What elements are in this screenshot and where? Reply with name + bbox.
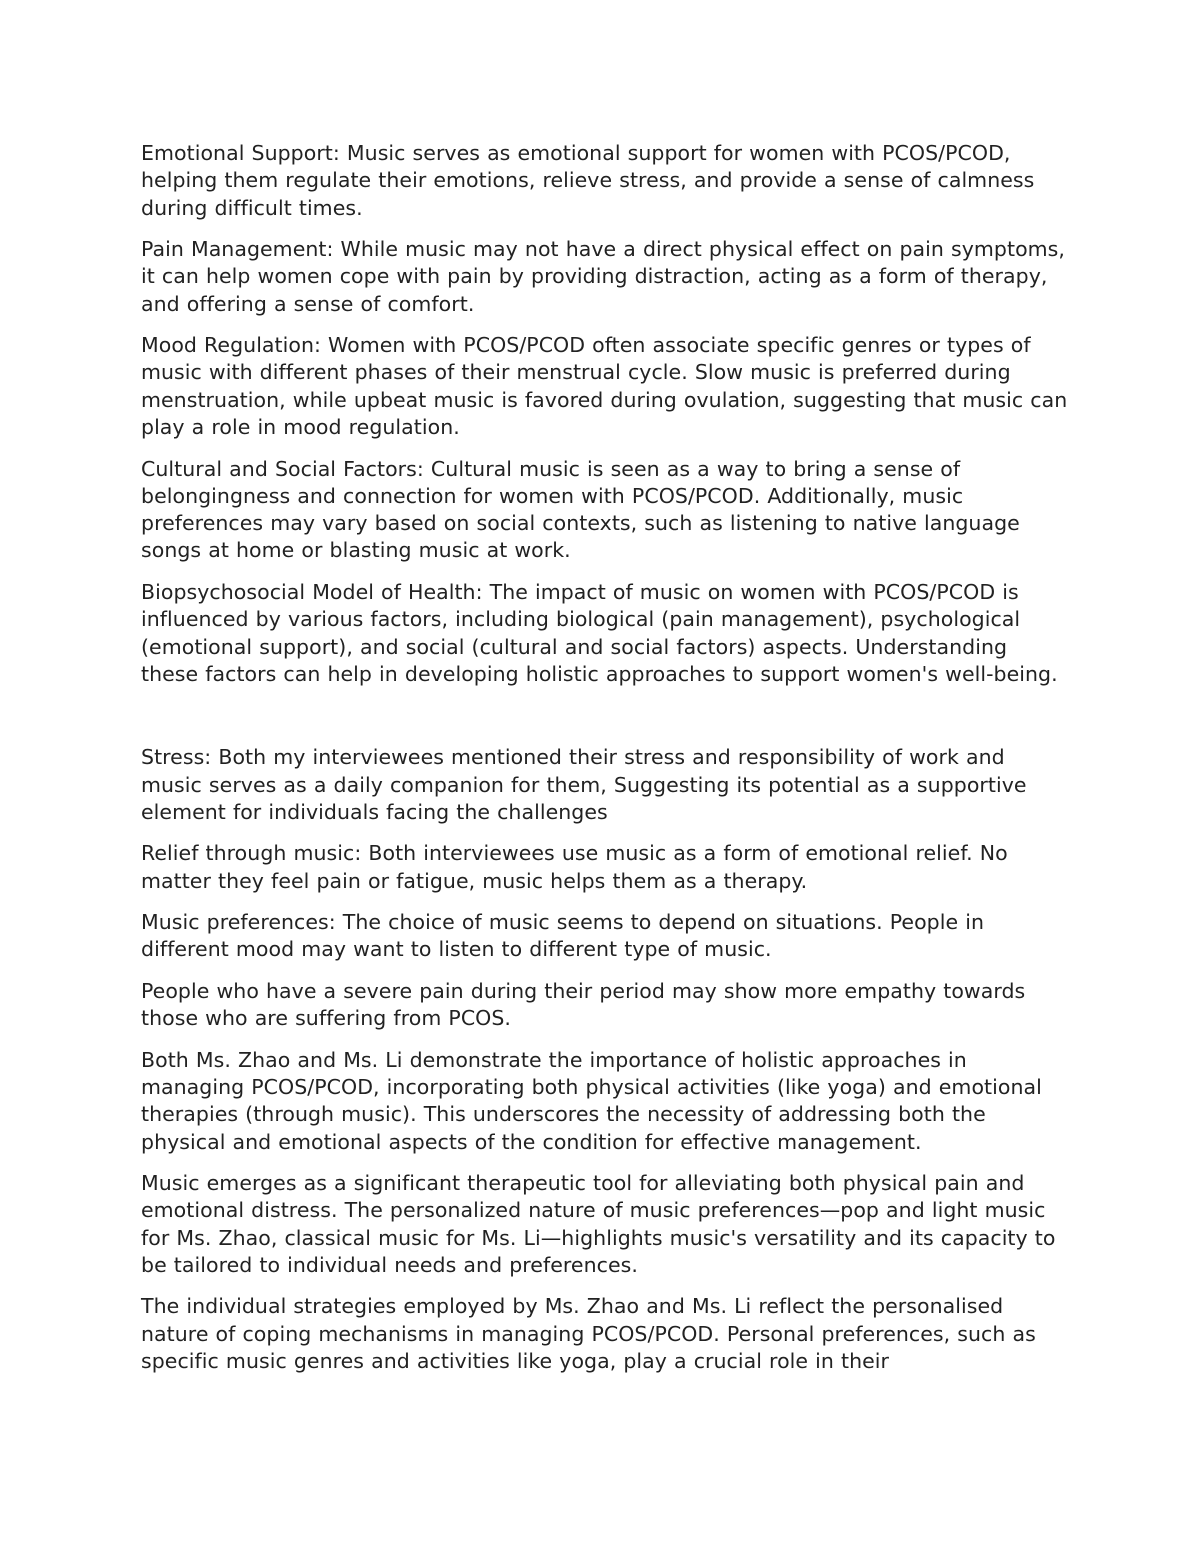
paragraph-empathy: People who have a severe pain during their period may show more empathy towards those who are suffering from PCOS. [141, 978, 1026, 1031]
paragraph-biopsychosocial-model: Biopsychosocial Model of Health: The impact of music on women with PCOS/PCOD is influenced by various factors, including biological (pain management), psychological (emotional support), and social (cultural and social factors) aspects. Understanding these factors can help in developing holistic approaches to support women's well-being. [141, 579, 1058, 686]
paragraph-therapeutic-tool: Music emerges as a significant therapeutic tool for alleviating both physical pain and emotional distress. The personalized nature of music preferences—pop and light music for Ms. Zhao, classical music for Ms. Li—highlights music's versatility and its capacity to be tailored to individual needs and preferences. [141, 1171, 1056, 1277]
paragraph-cultural-social-factors: Cultural and Social Factors: Cultural music is seen as a way to bring a sense of belongingness and connection for women with PCOS/PCOD. Additionally, music preferences may vary based on social contexts, such as listening to native language songs at home or blasting music at work. [141, 456, 1020, 563]
paragraph-music-preferences: Music preferences: The choice of music seems to depend on situations. People in different mood may want to listen to different type of music. [141, 910, 984, 962]
document-body [141, 140, 1071, 1390]
paragraph-holistic-approaches: Both Ms. Zhao and Ms. Li demonstrate the importance of holistic approaches in managing PCOS/PCOD, incorporating both physical activities (like yoga) and emotional therapies (through music). This underscores the necessity of addressing both the physical and emotional aspects of the condition for effective management. [141, 1047, 1042, 1154]
paragraph-stress: Stress: Both my interviewees mentioned their stress and responsibility of work and music serves as a daily companion for them, Suggesting its potential as a supportive element for individuals facing the challenges [141, 745, 1027, 824]
paragraph-mood-regulation: Mood Regulation: Women with PCOS/PCOD often associate specific genres or types of music with different phases of their menstrual cycle. Slow music is preferred during menstruation, while upbeat music is favored during ovulation, suggesting that music can play a role in mood regulation. [141, 333, 1068, 440]
paragraph-pain-management: Pain Management: While music may not have a direct physical effect on pain symptoms, it can help women cope with pain by providing distraction, acting as a form of therapy, and offering a sense of comfort. [141, 237, 1065, 316]
paragraph-relief-through-music: Relief through music: Both interviewees use music as a form of emotional relief. No matter they feel pain or fatigue, music helps them as a therapy. [141, 841, 1008, 893]
paragraph-individual-strategies: The individual strategies employed by Ms. Zhao and Ms. Li reflect the personalised nature of coping mechanisms in managing PCOS/PCOD. Personal preferences, such as specific music genres and activities like yoga, play a crucial role in their [141, 1294, 1036, 1374]
blank-line [141, 702, 1071, 744]
paragraph-emotional-support: Emotional Support: Music serves as emotional support for women with PCOS/PCOD, helping them regulate their emotions, relieve stress, and provide a sense of calmness during difficult times. [141, 141, 1035, 220]
